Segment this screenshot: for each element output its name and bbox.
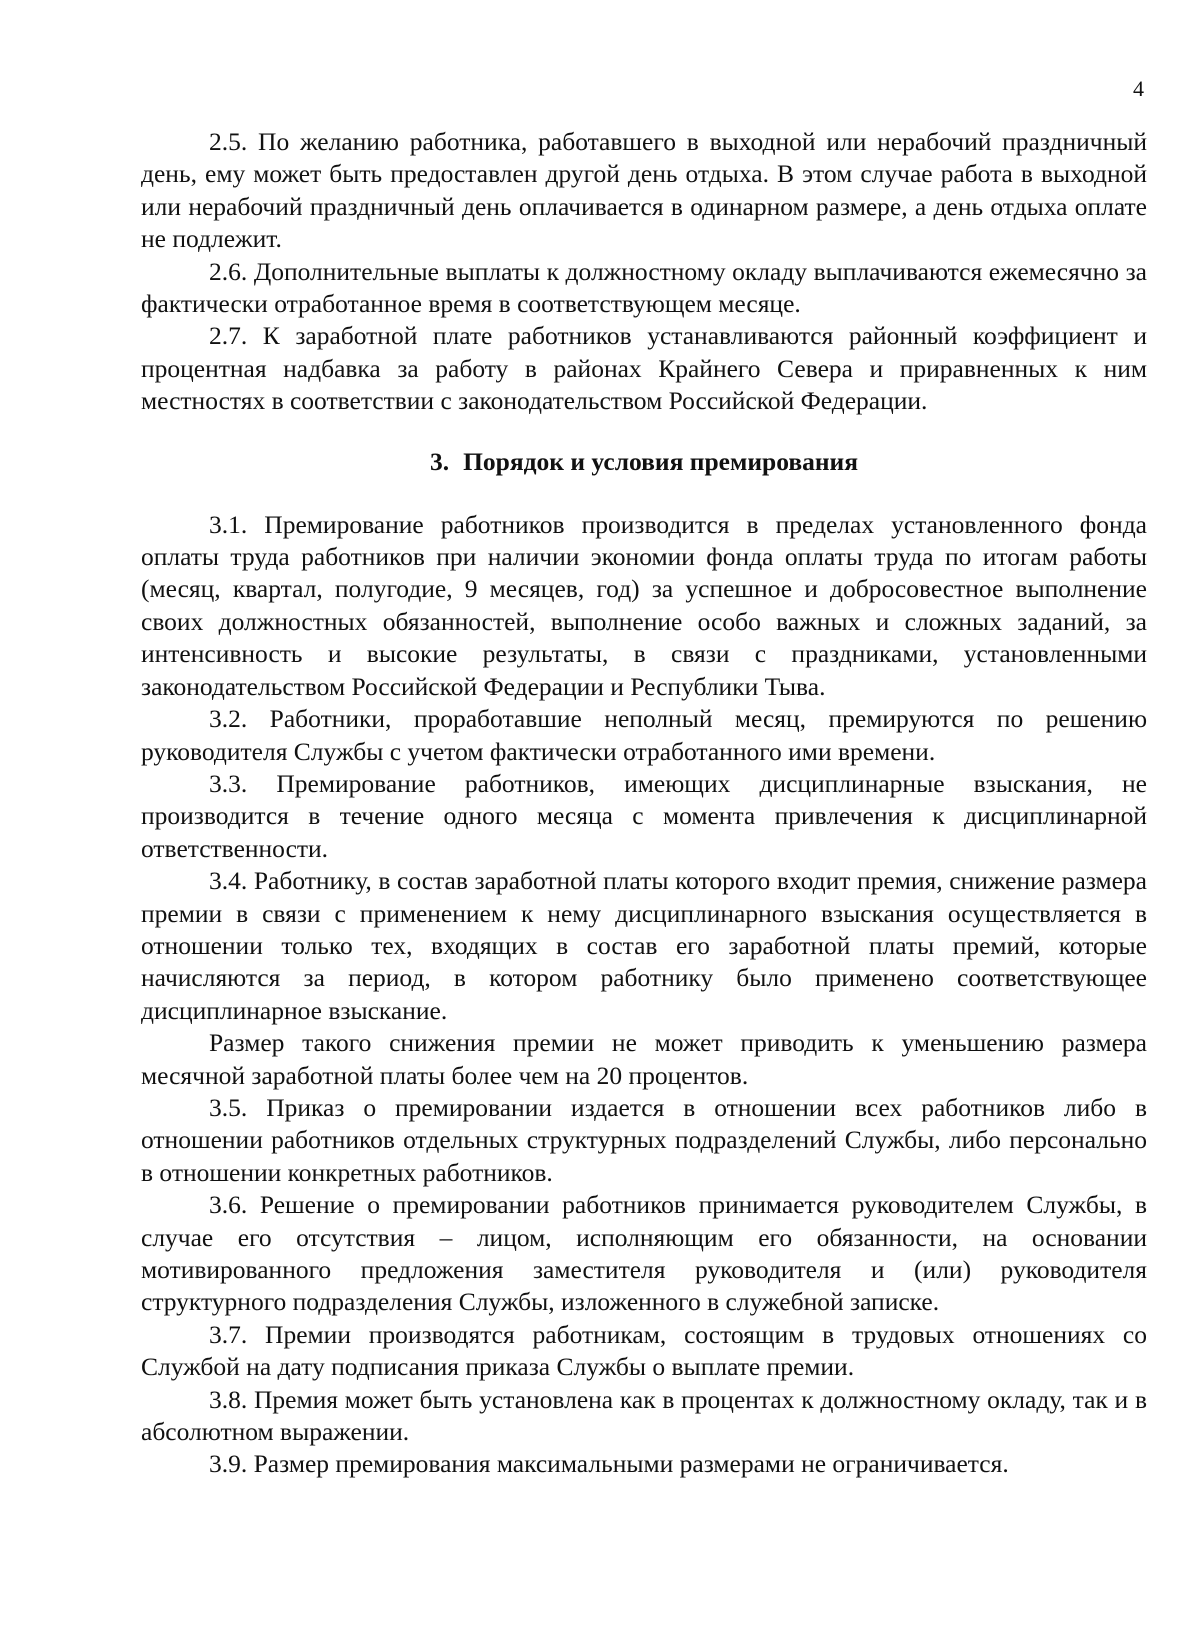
document-body bbox=[141, 126, 1147, 1481]
paragraph-3-8: 3.8. Премия может быть установлена как в процентах к должностному окладу, так и в абсолютном выражении. bbox=[141, 1384, 1147, 1447]
paragraph-3-4-reduction: Размер такого снижения премии не может приводить к уменьшению размера месячной заработной платы более чем на 20 процентов. bbox=[141, 1028, 1147, 1090]
paragraph-3-7: 3.7. Премии производятся работникам, состоящим в трудовых отношениях со Службой на дату подписания приказа Службы о выплате премии. bbox=[141, 1319, 1147, 1382]
paragraph-3-5: 3.5. Приказ о премировании издается в отношении всех работников либо в отношении работников отдельных структурных подразделений Службы, либо персонально в отношении конкретных работников. bbox=[141, 1092, 1147, 1187]
paragraph-3-4: 3.4. Работнику, в состав заработной платы которого входит премия, снижение размера премии в связи с применением к нему дисциплинарного взыскания осуществляется в отношении только тех, входящих в состав его заработной платы премий, которые начисляются за период, в котором работнику было применено соответствующее дисциплинарное взыскание. bbox=[141, 866, 1147, 1025]
paragraph-3-9: 3.9. Размер премирования максимальными размерами не ограничивается. bbox=[209, 1449, 1009, 1479]
section-number: 3. bbox=[429, 446, 450, 476]
paragraph-3-6: 3.6. Решение о премировании работников принимается руководителем Службы, в случае его отсутствия – лицом, исполняющим его обязанности, на основании мотивированного предложения заместителя руководителя и (или) руководителя структурного подразделения Службы, изложенного в служебной записке. bbox=[141, 1190, 1147, 1317]
section-title: Порядок и условия премирования bbox=[463, 446, 859, 476]
paragraph-3-3: 3.3. Премирование работников, имеющих дисциплинарные взыскания, не производится в течение одного месяца с момента привлечения к дисциплинарной ответственности. bbox=[141, 768, 1147, 863]
paragraph-3-1: 3.1. Премирование работников производится в пределах установленного фонда оплаты труда работников при наличии экономии фонда оплаты труда по итогам работы (месяц, квартал, полугодие, 9 месяцев, год) за успешное и добросовестное выполнение своих должностных обязанностей, выполнение особо важных и сложных заданий, за интенсивность и высокие результаты, в связи с праздниками, установленными законодательством Российской Федерации и Республики Тыва. bbox=[141, 509, 1147, 701]
paragraph-3-2: 3.2. Работники, проработавшие неполный месяц, премируются по решению руководителя Службы с учетом фактически отработанного ими времени. bbox=[141, 704, 1147, 766]
paragraph-2-7: 2.7. К заработной плате работников устанавливаются районный коэффициент и процентная надбавка за работу в районах Крайнего Севера и приравненных к ним местностях в соответствии с законодательством Российской Федерации. bbox=[141, 321, 1147, 416]
paragraph-2-6: 2.6. Дополнительные выплаты к должностному окладу выплачиваются ежемесячно за фактически отработанное время в соответствующем месяце. bbox=[141, 256, 1147, 319]
page-number: 4 bbox=[1133, 76, 1144, 101]
paragraph-2-5: 2.5. По желанию работника, работавшего в выходной или нерабочий праздничный день, ему может быть предоставлен другой день отдыха. В этом случае работа в выходной или нерабочий праздничный день оплачивается в одинарном размере, а день отдыха оплате не подлежит. bbox=[141, 127, 1147, 254]
section-heading bbox=[141, 446, 1147, 478]
